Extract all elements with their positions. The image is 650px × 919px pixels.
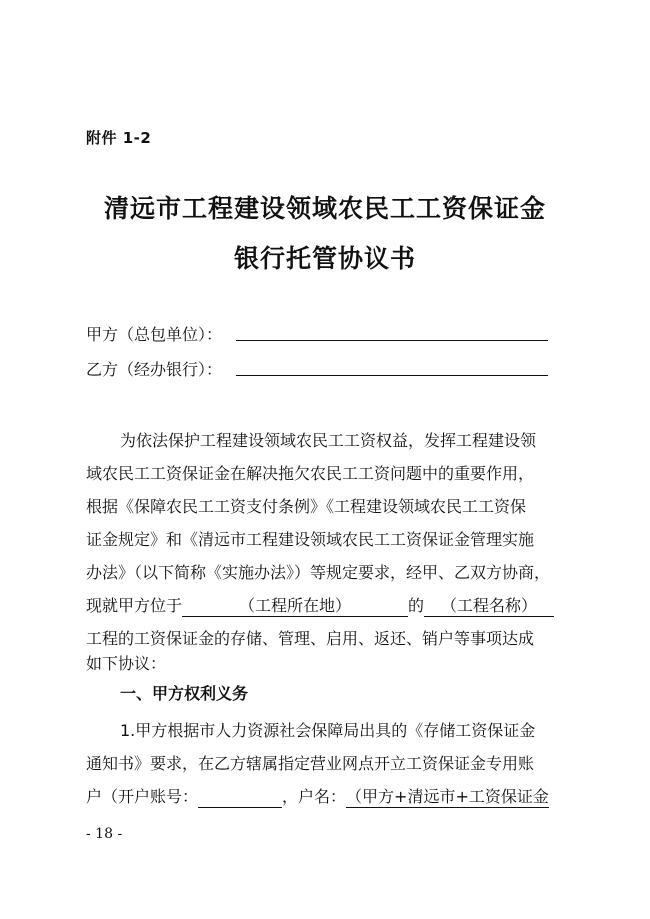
preamble-line-1: 为依法保护工程建设领域农民工工资权益，发挥工程建设领 xyxy=(120,431,537,450)
party-a-row xyxy=(86,322,236,345)
page-number: - 18 - xyxy=(86,826,123,842)
item-1-line-2: 通知书》要求，在乙方辖属指定营业网点开立工资保证金专用账 xyxy=(86,754,535,773)
account-name-field: （甲方+清远市+工资保证金 xyxy=(346,784,549,808)
attachment-label: 附件 1-2 xyxy=(86,129,152,147)
document-title-line-1: 清远市工程建设领域农民工工资保证金 xyxy=(103,194,546,223)
project-name-field: （工程名称） xyxy=(424,593,554,617)
preamble-line-3: 根据《保障农民工工资支付条例》《工程建设领域农民工工资保 xyxy=(86,497,527,516)
project-location-field: （工程所在地） xyxy=(182,593,408,617)
party-b-blank-line xyxy=(236,375,548,376)
preamble-line-6 xyxy=(86,593,554,617)
line6-mid: 的 xyxy=(408,596,425,615)
account-number-blank xyxy=(198,789,282,808)
preamble-line-4: 证金规定》和《清远市工程建设领域农民工工资保证金管理实施 xyxy=(86,530,535,549)
party-a-blank-line xyxy=(236,340,548,341)
preamble-line-5: 办法》（以下简称《实施办法》）等规定要求，经甲、乙双方协商， xyxy=(86,563,551,582)
line6-prefix: 现就甲方位于 xyxy=(86,596,183,615)
party-b-row xyxy=(86,357,236,380)
party-a-label: 甲方（总包单位）： xyxy=(86,325,223,344)
party-b-label: 乙方（经办银行）： xyxy=(86,360,223,379)
preamble-line-7: 工程的工资保证金的存储、管理、启用、返还、销户等事项达成 xyxy=(86,629,535,648)
preamble-line-2: 域农民工工资保证金在解决拖欠农民工工资问题中的重要作用， xyxy=(86,464,535,483)
account-name-label: ，户名： xyxy=(282,787,347,806)
item-1-line-1: 1.甲方根据市人力资源社会保障局出具的《存储工资保证金 xyxy=(120,721,536,740)
account-number-label: 户（开户账号： xyxy=(86,787,199,806)
section-1-heading: 一、甲方权利义务 xyxy=(120,684,249,703)
item-1-line-3 xyxy=(86,784,549,808)
preamble-line-8: 如下协议： xyxy=(86,654,167,673)
document-title-line-2: 银行托管协议书 xyxy=(233,244,416,273)
